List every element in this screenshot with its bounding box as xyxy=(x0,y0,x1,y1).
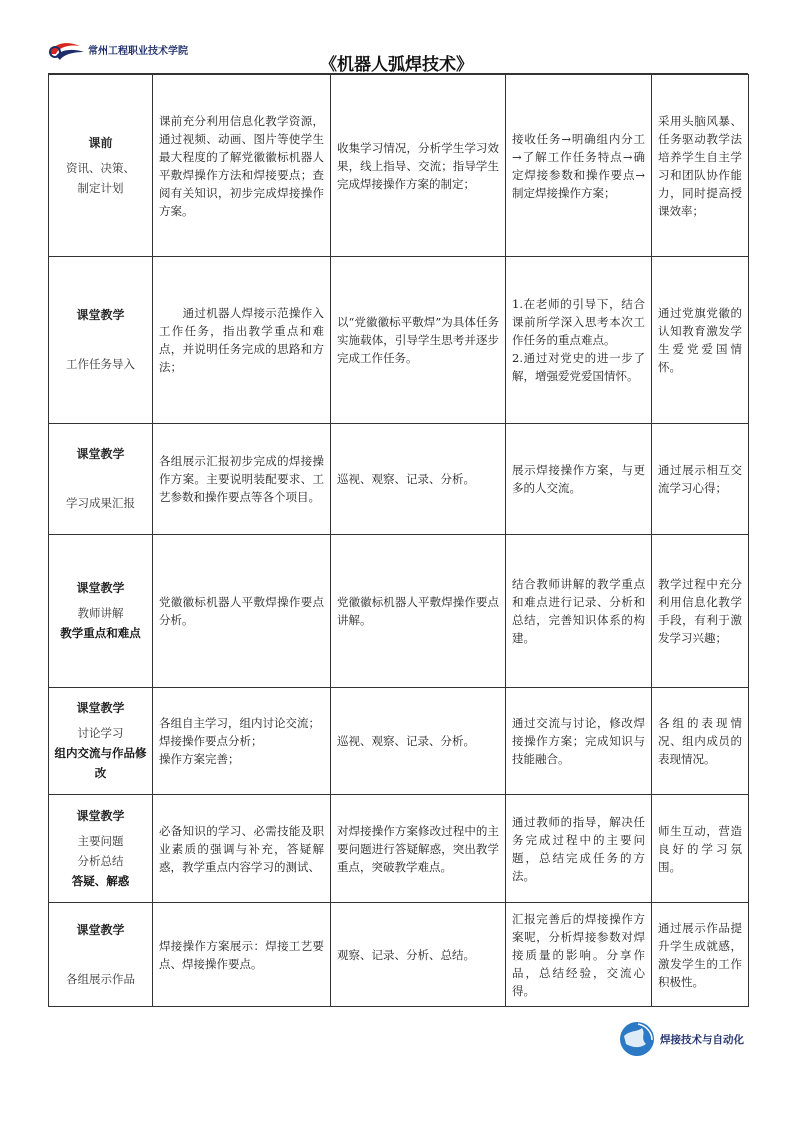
student-activity-cell: 汇报完善后的焊接操作方案呢，分析焊接参数对焊接质量的影响。分享作品，总结经验，交流心得。 xyxy=(506,903,652,1007)
stage-title: 课堂教学 xyxy=(76,701,125,715)
student-activity-cell: 接收任务→明确组内分工→了解工作任务特点→确定焊接参数和操作要点→制定焊接操作方案； xyxy=(506,75,652,257)
stage-focus: 教学重点和难点 xyxy=(60,626,141,640)
content-cell: 必备知识的学习、必需技能及职业素质的强调与补充，答疑解惑，教学重点内容学习的测试、 xyxy=(153,795,331,903)
stage-cell xyxy=(49,257,153,424)
footer-label: 焊接技术与自动化 xyxy=(660,1033,744,1046)
document-title: 《机器人弧焊技术》 xyxy=(320,55,473,75)
globe-logo-icon xyxy=(618,1020,656,1058)
student-activity-cell: 通过交流与讨论，修改焊接操作方案；完成知识与技能融合。 xyxy=(506,688,652,795)
design-intent-cell: 通过党旗党徽的认知教育激发学生爱党爱国情怀。 xyxy=(652,257,749,424)
stage-subtitle: 学习成果汇报 xyxy=(66,496,135,510)
design-intent-cell: 师生互动，营造良好的学习氛围。 xyxy=(652,795,749,903)
table-row xyxy=(49,424,749,535)
teacher-activity-cell: 党徽徽标机器人平敷焊操作要点讲解。 xyxy=(331,535,506,688)
student-activity-cell: 展示焊接操作方案，与更多的人交流。 xyxy=(506,424,652,535)
table-row xyxy=(49,535,749,688)
teacher-activity-cell: 以“党徽徽标平敷焊”为具体任务实施载体，引导学生思考并逐步完成工作任务。 xyxy=(331,257,506,424)
teacher-activity-cell: 巡视、观察、记录、分析。 xyxy=(331,688,506,795)
content-cell: 党徽徽标机器人平敷焊操作要点分析。 xyxy=(153,535,331,688)
stage-cell xyxy=(49,688,153,795)
stage-subtitle: 各组展示作品 xyxy=(66,971,135,986)
design-intent-cell: 教学过程中充分利用信息化教学手段，有利于激发学习兴趣； xyxy=(652,535,749,688)
footer-logo xyxy=(618,1020,744,1058)
stage-title: 课堂教学 xyxy=(76,308,125,322)
student-activity-cell: 1.在老师的引导下，结合课前所学深入思考本次工作任务的重点难点。 2.通过对党史的进一步了解，增强爱党爱国情怀。 xyxy=(506,257,652,424)
teacher-activity-cell: 巡视、观察、记录、分析。 xyxy=(331,424,506,535)
stage-cell xyxy=(49,795,153,903)
stage-focus: 组内交流与作品修改 xyxy=(54,746,147,780)
content-cell: 各组展示汇报初步完成的焊接操作方案。主要说明装配要求、工艺参数和操作要点等各个项目。 xyxy=(153,424,331,535)
teacher-activity-cell: 观察、记录、分析、总结。 xyxy=(331,903,506,1007)
design-intent-cell: 各组的表现情况、组内成员的表现情况。 xyxy=(652,688,749,795)
stage-cell xyxy=(49,535,153,688)
student-activity-cell: 通过教师的指导，解决任务完成过程中的主要问题，总结完成任务的方法。 xyxy=(506,795,652,903)
stage-cell xyxy=(49,424,153,535)
content-cell: 课前充分利用信息化教学资源，通过视频、动画、图片等使学生最大程度的了解党徽徽标机器人平敷焊操作方法和焊接要点；查阅有关知识，初步完成焊接操作方案。 xyxy=(153,75,331,257)
stage-subtitle: 教师讲解 xyxy=(77,606,124,620)
stage-title: 课堂教学 xyxy=(76,581,125,595)
stage-subtitle: 讨论学习 xyxy=(77,726,124,740)
stage-subtitle: 主要问题 xyxy=(77,833,124,848)
design-intent-cell: 通过展示作品提升学生成就感，激发学生的工作积极性。 xyxy=(652,903,749,1007)
stage-cell xyxy=(49,75,153,257)
stage-title: 课前 xyxy=(88,135,113,150)
design-intent-cell: 采用头脑风暴、任务驱动教学法培养学生自主学习和团队协作能力，同时提高授课效率； xyxy=(652,75,749,257)
content-cell: 焊接操作方案展示：焊接工艺要点、焊接操作要点。 xyxy=(153,903,331,1007)
table-row xyxy=(49,688,749,795)
stage-focus: 答疑、解惑 xyxy=(71,873,130,888)
table-row xyxy=(49,795,749,903)
lesson-plan-table xyxy=(48,74,749,1007)
stage-title: 课堂教学 xyxy=(76,922,125,937)
table-row xyxy=(49,75,749,257)
student-activity-cell: 结合教师讲解的教学重点和难点进行记录、分析和总结，完善知识体系的构建。 xyxy=(506,535,652,688)
teacher-activity-cell: 收集学习情况，分析学生学习效果，线上指导、交流；指导学生完成焊接操作方案的制定； xyxy=(331,75,506,257)
stage-subtitle: 资讯、决策、 xyxy=(66,160,135,175)
table-row xyxy=(49,257,749,424)
stage-subtitle: 制定计划 xyxy=(77,180,124,195)
teacher-activity-cell: 对焊接操作方案修改过程中的主要问题进行答疑解惑，突出教学重点，突破教学难点。 xyxy=(331,795,506,903)
stage-title: 课堂教学 xyxy=(76,447,125,461)
table-row xyxy=(49,903,749,1007)
content-cell: 通过机器人焊接示范操作入工作任务，指出教学重点和难点，并说明任务完成的思路和方法； xyxy=(153,257,331,424)
stage-title: 课堂教学 xyxy=(76,808,125,823)
content-cell: 各组自主学习，组内讨论交流； 焊接操作要点分析； 操作方案完善； xyxy=(153,688,331,795)
design-intent-cell: 通过展示相互交流学习心得； xyxy=(652,424,749,535)
school-name: 常州工程职业技术学院 xyxy=(88,45,188,57)
stage-subtitle: 工作任务导入 xyxy=(66,357,135,371)
stage-cell xyxy=(49,903,153,1007)
stage-subtitle: 分析总结 xyxy=(77,853,124,868)
